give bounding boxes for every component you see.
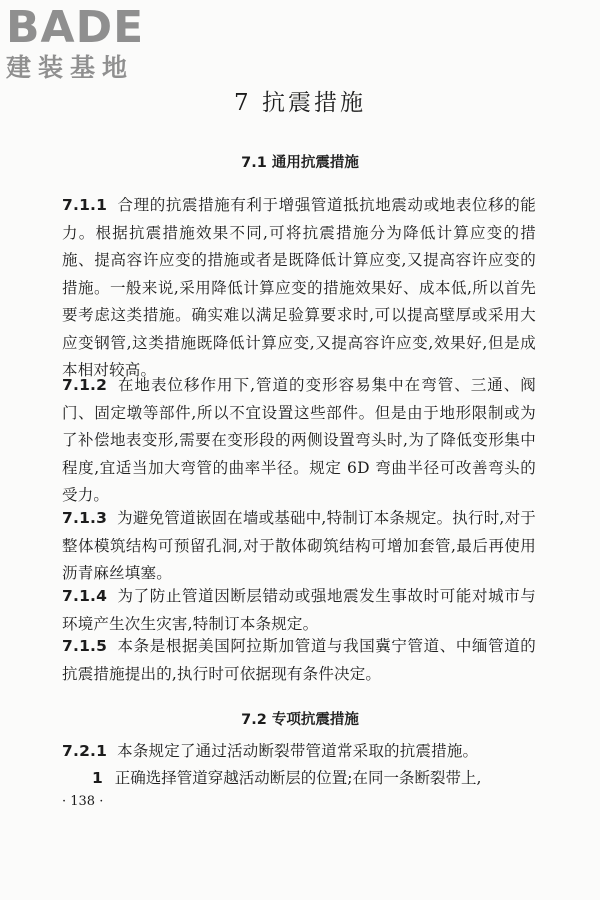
section-title-7-2: 7.2 专项抗震措施: [241, 712, 359, 728]
clause-7-1-3: [62, 505, 536, 588]
clause-text: 在地表位移作用下,管道的变形容易集中在弯管、三通、阀门、固定墩等部件,所以不宜设置这些部件。但是由于地形限制或为了补偿地表变形,需要在变形段的两侧设置弯头时,为了降低变形集中程度,宜适当加大弯管的曲率半径。规定 6D 弯曲半径可改善弯头的受力。: [62, 376, 536, 504]
item-text: 正确选择管道穿越活动断层的位置;在同一条断裂带上,: [114, 769, 482, 787]
clause-text: 本条是根据美国阿拉斯加管道与我国冀宁管道、中缅管道的抗震措施提出的,执行时可依据现有条件决定。: [62, 637, 536, 683]
section-title-7-1: 7.1 通用抗震措施: [241, 155, 359, 171]
clause-7-1-4: [62, 583, 536, 638]
clause-7-1-2: [62, 372, 536, 510]
clause-number: 7.1.3: [62, 509, 108, 527]
clause-text: 为了防止管道因断层错动或强地震发生事故时可能对城市与环境产生次生灾害,特制订本条规定。: [62, 587, 536, 633]
clause-text: 合理的抗震措施有利于增强管道抵抗地震动或地表位移的能力。根据抗震措施效果不同,可将抗震措施分为降低计算应变的措施、提高容许应变的措施或者是既降低计算应变,又提高容许应变的措施。一般来说,采用降低计算应变的措施效果好、成本低,所以首先要考虑这类措施。确实难以满足验算要求时,可以提高壁厚或采用大应变钢管,这类措施既降低计算应变,又提高容许应变,效果好,但是成本相对较高。: [62, 196, 536, 379]
clause-number: 7.2.1: [62, 742, 108, 760]
clause-number: 7.1.4: [62, 587, 108, 605]
clause-7-2-1: [62, 738, 536, 766]
watermark-word: BADE: [6, 2, 145, 53]
item-number: 1: [92, 769, 103, 787]
clause-number: 7.1.2: [62, 376, 108, 394]
clause-7-1-1: [62, 192, 536, 385]
chapter-title: 7 抗震措施: [234, 90, 366, 116]
bade-watermark-logo: [6, 2, 144, 82]
watermark-subtitle: 建装基地: [6, 53, 135, 82]
clause-number: 7.1.1: [62, 196, 108, 214]
clause-number: 7.1.5: [62, 637, 108, 655]
list-item-1: [62, 765, 536, 793]
page-number: · 138 ·: [62, 794, 104, 809]
clause-7-1-5: [62, 633, 536, 688]
clause-text: 本条规定了通过活动断裂带管道常采取的抗震措施。: [117, 742, 479, 760]
clause-text: 为避免管道嵌固在墙或基础中,特制订本条规定。执行时,对于整体模筑结构可预留孔洞,对于散体砌筑结构可增加套管,最后再使用沥青麻丝填塞。: [62, 509, 536, 582]
